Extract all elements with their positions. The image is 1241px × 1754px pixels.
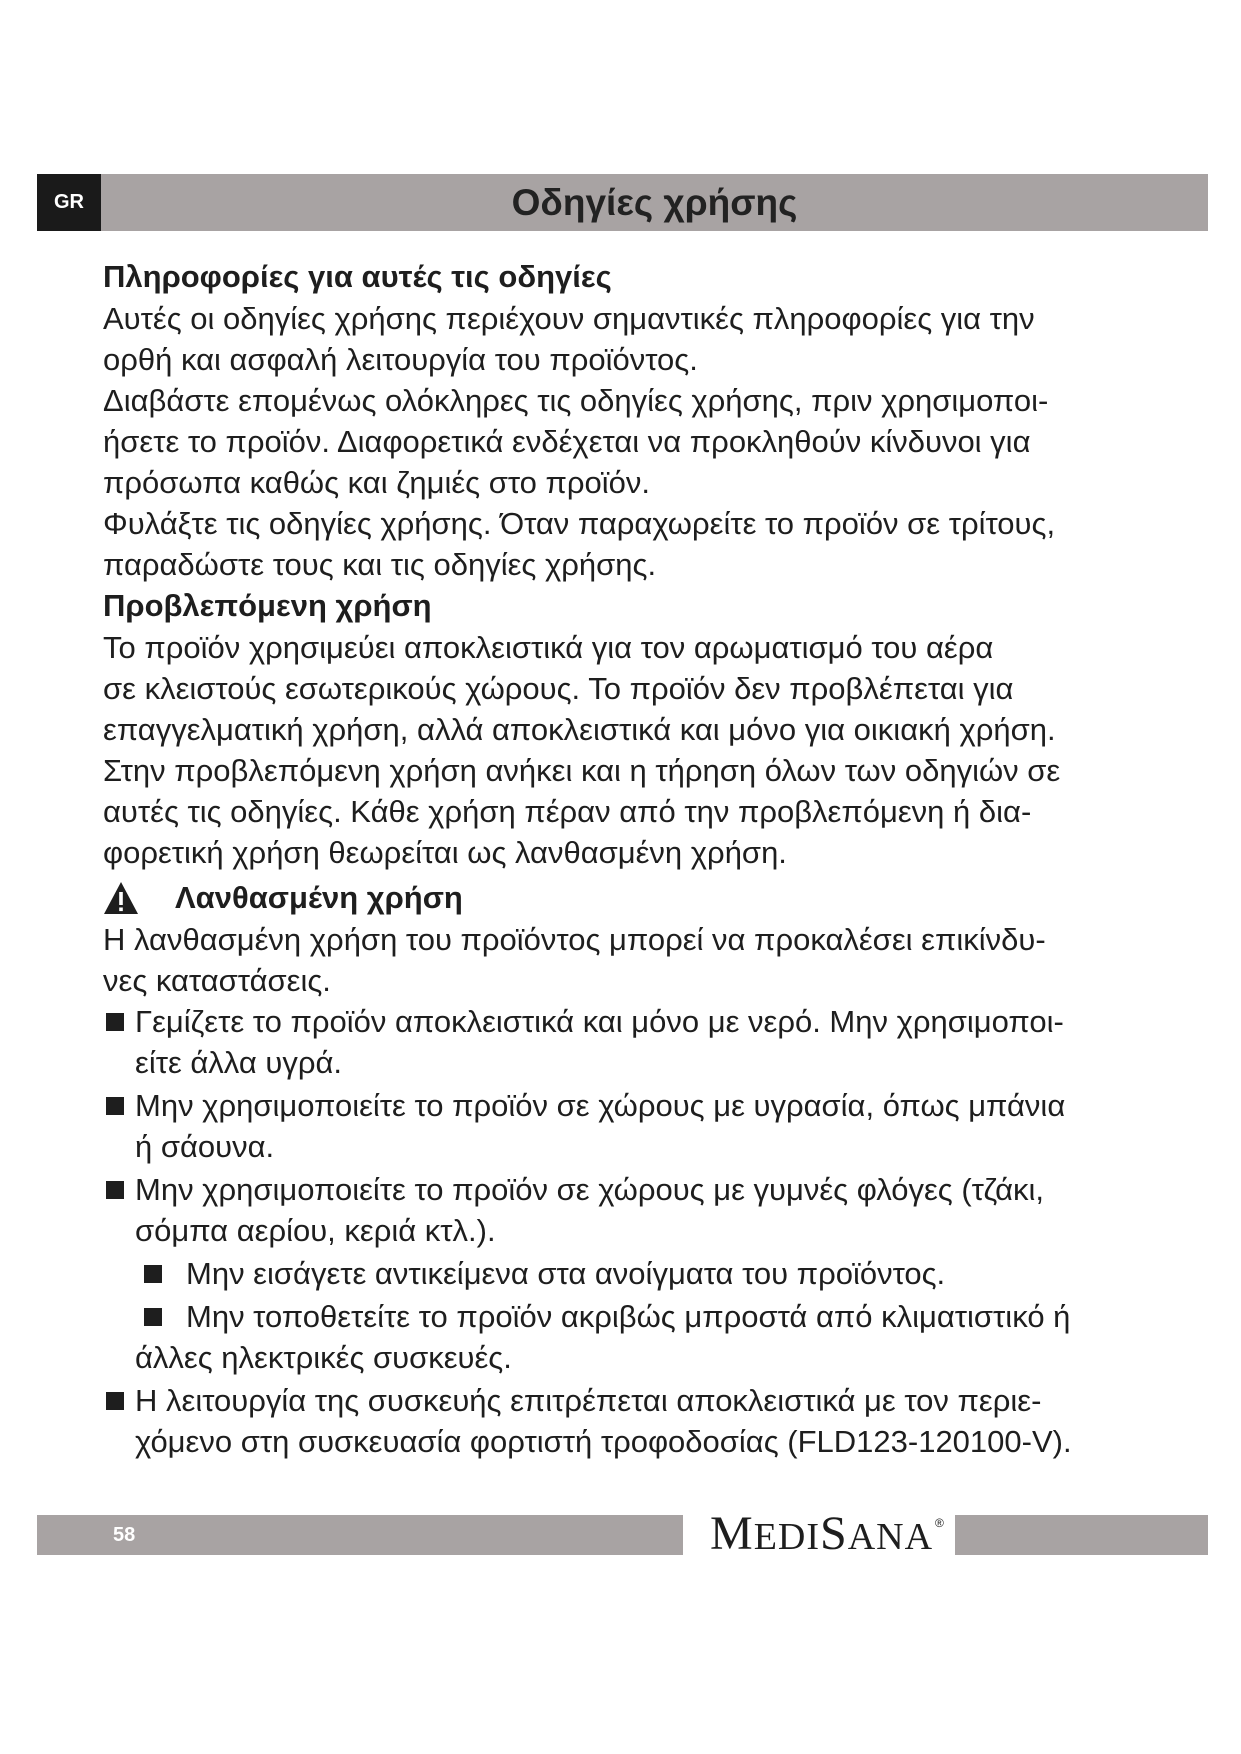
registered-mark: ® bbox=[935, 1516, 945, 1530]
bullet-square-icon bbox=[106, 1181, 124, 1199]
language-tag: GR bbox=[37, 174, 101, 231]
bullet-square-icon bbox=[144, 1265, 162, 1283]
bullet-square-icon bbox=[144, 1308, 162, 1326]
intended-line: αυτές τις οδηγίες. Κάθε χρήση πέραν από την προβλεπόμενη ή δια- bbox=[103, 794, 1032, 829]
list-item-line: χόμενο στη συσκευασία φορτιστή τροφοδοσίας (FLD123-120100-V). bbox=[135, 1424, 1072, 1459]
list-item-line: Η λειτουργία της συσκευής επιτρέπεται αποκλειστικά με τον περιε- bbox=[135, 1383, 1042, 1418]
logo-letter: S bbox=[820, 1507, 848, 1560]
list-item bbox=[103, 1253, 1173, 1294]
list-item bbox=[103, 1380, 1173, 1462]
intended-line: φορετική χρήση θεωρείται ως λανθασμένη χρήση. bbox=[103, 835, 787, 870]
list-item-line: είτε άλλα υγρά. bbox=[135, 1045, 342, 1080]
misuse-heading: Λανθασμένη χρήση bbox=[175, 880, 463, 915]
info-line: Φυλάξτε τις οδηγίες χρήσης. Όταν παραχωρείτε το προϊόν σε τρίτους, bbox=[103, 506, 1056, 541]
info-line: Διαβάστε επομένως ολόκληρες τις οδηγίες χρήσης, πριν χρησιμοποι- bbox=[103, 383, 1049, 418]
misuse-intro-line: νες καταστάσεις. bbox=[103, 963, 331, 998]
intended-use-heading: Προβλεπόμενη χρήση bbox=[103, 588, 432, 623]
misuse-list bbox=[103, 1001, 1173, 1462]
bullet-square-icon bbox=[106, 1392, 124, 1410]
intended-line: Στην προβλεπόμενη χρήση ανήκει και η τήρηση όλων των οδηγιών σε bbox=[103, 753, 1061, 788]
page-title: Οδηγίες χρήσης bbox=[511, 182, 798, 223]
info-line: ορθή και ασφαλή λειτουργία του προϊόντος. bbox=[103, 342, 698, 377]
info-line: πρόσωπα καθώς και ζημιές στο προϊόν. bbox=[103, 465, 650, 500]
main-content bbox=[103, 256, 1173, 1464]
list-item-line: ή σάουνα. bbox=[135, 1129, 275, 1164]
list-item-line: Μην εισάγετε αντικείμενα στα ανοίγματα του προϊόντος. bbox=[186, 1256, 946, 1291]
footer-bar-right bbox=[955, 1515, 1208, 1555]
list-item-line: άλλες ηλεκτρικές συσκευές. bbox=[135, 1340, 512, 1375]
list-item-line: Γεμίζετε το προϊόν αποκλειστικά και μόνο με νερό. Μην χρησιμοποι- bbox=[135, 1004, 1064, 1039]
list-item-line: σόμπα αερίου, κεριά κτλ.). bbox=[135, 1213, 496, 1248]
list-item-line: Μην χρησιμοποιείτε το προϊόν σε χώρους με υγρασία, όπως μπάνια bbox=[135, 1088, 1066, 1123]
intended-line: Το προϊόν χρησιμεύει αποκλειστικά για τον αρωματισμό του αέρα bbox=[103, 630, 994, 665]
info-line: παραδώστε τους και τις οδηγίες χρήσης. bbox=[103, 547, 657, 582]
logo-letters: ANA bbox=[847, 1516, 934, 1558]
page-number: 58 bbox=[113, 1524, 136, 1546]
misuse-intro-line: Η λανθασμένη χρήση του προϊόντος μπορεί να προκαλέσει επικίνδυ- bbox=[103, 922, 1046, 957]
info-heading: Πληροφορίες για αυτές τις οδηγίες bbox=[103, 259, 612, 294]
list-item bbox=[103, 1085, 1173, 1167]
info-line: Αυτές οι οδηγίες χρήσης περιέχουν σημαντικές πληροφορίες για την bbox=[103, 301, 1035, 336]
list-item bbox=[103, 1296, 1173, 1378]
bullet-square-icon bbox=[106, 1097, 124, 1115]
brand-logo bbox=[710, 1505, 945, 1563]
list-item-line: Μην χρησιμοποιείτε το προϊόν σε χώρους με γυμνές φλόγες (τζάκι, bbox=[135, 1172, 1045, 1207]
list-item bbox=[103, 1001, 1173, 1083]
logo-letter: M bbox=[710, 1507, 754, 1560]
warning-icon bbox=[103, 881, 139, 915]
intended-line: σε κλειστούς εσωτερικούς χώρους. Το προϊόν δεν προβλέπεται για bbox=[103, 671, 1014, 706]
intended-line: επαγγελματική χρήση, αλλά αποκλειστικά και μόνο για οικιακή χρήση. bbox=[103, 712, 1056, 747]
list-item bbox=[103, 1169, 1173, 1251]
info-line: ήσετε το προϊόν. Διαφορετικά ενδέχεται να προκληθούν κίνδυνοι για bbox=[103, 424, 1031, 459]
list-item-line: Μην τοποθετείτε το προϊόν ακριβώς μπροστά από κλιματιστικό ή bbox=[186, 1299, 1071, 1334]
misuse-heading-row bbox=[103, 877, 1173, 919]
logo-letters: EDI bbox=[753, 1516, 820, 1558]
bullet-square-icon bbox=[106, 1013, 124, 1031]
